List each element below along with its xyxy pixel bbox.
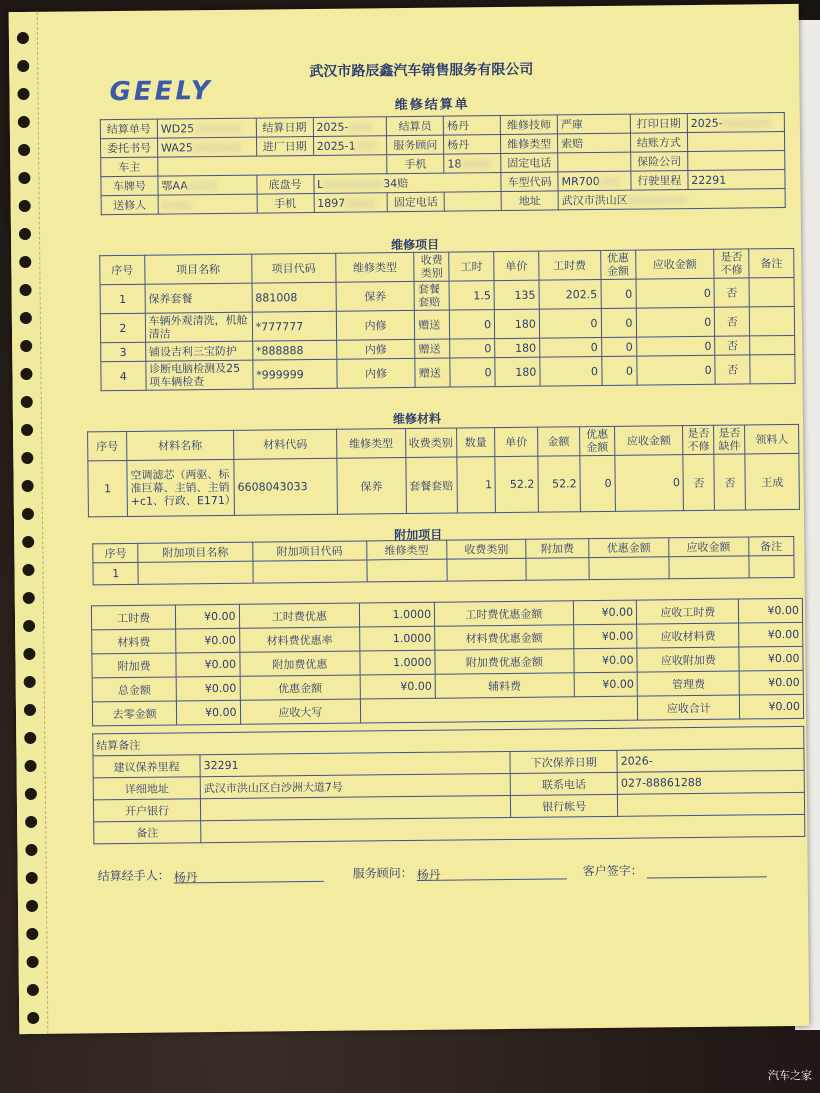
cell: 0 [539, 337, 601, 357]
total-label: 应收附加费 [637, 647, 740, 672]
sxr-value [158, 194, 257, 214]
col-header: 备注 [748, 536, 794, 555]
total-value: ¥0.00 [739, 622, 803, 647]
total-value: ¥0.00 [176, 676, 240, 701]
cell: 2 [100, 313, 145, 342]
cell: 0 [615, 455, 684, 512]
col-header: 金额 [537, 427, 580, 456]
wxjs-value: 严庫 [557, 114, 630, 134]
col-header: 是否不修 [683, 425, 714, 454]
feed-hole [27, 1012, 39, 1024]
feed-hole [22, 536, 34, 548]
cell [748, 555, 794, 577]
xxdz-label: 详细地址 [93, 777, 200, 800]
col-header: 是否缺件 [714, 425, 745, 454]
total-value: ¥0.00 [740, 670, 804, 695]
khqz-line [647, 862, 767, 878]
total-value: ¥0.00 [176, 604, 240, 629]
xcbyrq-label: 下次保养日期 [510, 750, 617, 773]
cell: 52.2 [495, 456, 538, 512]
cell: 180 [494, 309, 539, 338]
dph-value: L 34赔 [313, 173, 501, 194]
cell: 4 [101, 361, 146, 390]
feed-hole [20, 312, 32, 324]
col-header: 领料人 [745, 424, 799, 454]
cell: 0 [539, 308, 601, 338]
gddh-label: 固定电话 [501, 153, 558, 173]
feed-hole [23, 648, 35, 660]
cell: 0 [450, 310, 495, 339]
khqz-label: 客户签字： [582, 863, 643, 879]
total-label: 工时费优惠 [239, 603, 360, 628]
cell [749, 277, 794, 306]
total-value: 1.0000 [359, 602, 434, 627]
wxlx-value: 索赔 [558, 133, 631, 153]
col-header: 工时 [449, 252, 494, 281]
feed-hole [19, 228, 31, 240]
cz-value [158, 155, 387, 176]
cell: 否 [683, 454, 715, 510]
feed-hole [25, 844, 37, 856]
xxdz-value: 武汉市洪山区白沙洲大道7号 [200, 773, 510, 798]
cxdm-value: MR700 [558, 171, 631, 191]
table-row [88, 453, 800, 516]
lxdh-label: 联系电话 [510, 772, 617, 795]
feed-hole [23, 620, 35, 632]
cell: 保养套餐 [145, 283, 252, 313]
jybylc-label: 建议保养里程 [93, 755, 200, 778]
cell: 881008 [252, 282, 336, 312]
xslc-label: 行驶里程 [631, 171, 688, 191]
extra-items-title: 附加项目 [394, 527, 443, 543]
feed-hole [26, 872, 38, 884]
cell: 否 [715, 355, 750, 384]
feed-hole [22, 508, 34, 520]
sj-label: 手机 [387, 154, 444, 174]
jsdh-value: WD25 [157, 118, 256, 138]
cxdm-label: 车型代码 [501, 172, 558, 192]
cell: 内修 [336, 310, 415, 340]
feed-hole [21, 424, 33, 436]
cell: 0 [601, 356, 636, 385]
cell: 1.5 [449, 281, 494, 310]
jsrq-value: 2025- [313, 117, 387, 137]
cell: 1 [93, 562, 139, 584]
jcrq-label: 进厂日期 [256, 136, 313, 156]
xslc-value: 22291 [688, 170, 785, 190]
total-label: 材料费 [92, 629, 176, 654]
jybylc-value: 32291 [200, 751, 510, 776]
col-header: 序号 [93, 543, 139, 562]
col-header: 单价 [494, 251, 539, 280]
header-info-table [100, 112, 786, 215]
cell: 否 [715, 336, 750, 355]
feed-hole [18, 172, 30, 184]
total-value: ¥0.00 [574, 672, 638, 697]
cell [750, 335, 795, 354]
gddh2-label: 固定电话 [387, 192, 444, 212]
feed-hole [21, 396, 33, 408]
feed-hole [17, 60, 29, 72]
col-header: 项目代码 [251, 253, 335, 283]
col-header: 收费类别 [414, 252, 449, 281]
cell: 否 [714, 278, 749, 307]
total-label: 去零金额 [92, 701, 176, 726]
feed-hole [20, 340, 32, 352]
bxgs-label: 保险公司 [631, 152, 688, 172]
totals-table [91, 598, 804, 726]
cph-value: 鄂AA [158, 175, 257, 195]
cell: 180 [495, 357, 540, 386]
cell: 1 [456, 457, 495, 513]
cell: 1 [100, 284, 145, 313]
cell: 180 [495, 338, 540, 357]
cell: 套餐套赔 [414, 281, 449, 310]
cell: 6608043033 [234, 458, 338, 515]
feed-hole [21, 452, 33, 464]
cell: 202.5 [539, 279, 601, 309]
total-value: 1.0000 [360, 626, 435, 651]
cell: 0 [540, 356, 602, 386]
cell: 保养 [337, 458, 406, 515]
feed-hole [24, 732, 36, 744]
jsfs-value [687, 132, 784, 152]
cell [367, 559, 447, 582]
total-value: ¥0.00 [573, 624, 637, 649]
feed-hole [22, 564, 34, 576]
cell: 1 [88, 460, 127, 516]
total-value: ¥0.00 [739, 598, 803, 623]
cell: 赠送 [415, 339, 450, 358]
col-header: 单价 [495, 427, 538, 456]
xcbyrq-value: 2026- [617, 748, 804, 772]
total-label: 总金额 [92, 677, 176, 702]
cell: 52.2 [538, 456, 581, 512]
jcrq-value: 2025-1 [313, 136, 387, 156]
cell: 0 [601, 308, 636, 337]
feed-hole [26, 900, 38, 912]
fwgw-sig-label: 服务顾问： [352, 865, 413, 881]
total-label: 附加费 [92, 653, 176, 678]
total-value: ¥0.00 [360, 674, 435, 699]
col-header: 备注 [749, 248, 794, 277]
col-header: 工时费 [539, 250, 601, 280]
cell: 3 [101, 342, 146, 361]
wxjs-label: 维修技师 [500, 115, 557, 135]
jsjsr-value: 杨丹 [173, 870, 198, 885]
dyrq-label: 打印日期 [630, 114, 687, 134]
fwgw-value: 杨丹 [444, 135, 501, 155]
cell [138, 561, 252, 584]
sj2-value: 1897 [314, 193, 388, 213]
yhzh-value [618, 792, 805, 816]
cell: 赠送 [415, 310, 450, 339]
extra-items-table [92, 536, 794, 585]
remarks-table [92, 726, 805, 844]
cell: 否 [715, 307, 750, 336]
cell [750, 306, 795, 335]
cell: 135 [494, 280, 539, 309]
cell [750, 354, 795, 383]
document-title: 维修结算单 [394, 97, 470, 114]
cell: 0 [636, 355, 715, 385]
jsrq-label: 结算日期 [256, 117, 313, 137]
cell: 套餐套赔 [405, 457, 457, 514]
col-header: 应收金额 [614, 426, 683, 456]
sheet-content [49, 4, 800, 1034]
feed-hole [22, 480, 34, 492]
autohome-watermark: 汽车之家 [768, 1069, 812, 1082]
dph-suffix: 34赔 [383, 176, 409, 191]
materials-title: 维修材料 [392, 411, 442, 427]
col-header: 应收金额 [668, 537, 748, 557]
feed-hole [19, 256, 31, 268]
wxlx-label: 维修类型 [501, 134, 558, 154]
col-header: 收费类别 [405, 428, 456, 458]
cell: 内修 [336, 339, 415, 359]
cell: 铺设吉利三宝防护 [145, 341, 252, 361]
gddh2-value [444, 192, 501, 212]
cell [669, 556, 749, 579]
cell: 车辆外观清洗，机舱清洁 [145, 312, 252, 342]
total-value: ¥0.00 [739, 646, 803, 671]
cell: 0 [450, 339, 495, 358]
feed-hole [19, 200, 31, 212]
feed-hole [24, 676, 36, 688]
total-label: 管理费 [637, 671, 740, 696]
col-header: 优惠金额 [600, 250, 635, 279]
col-header: 优惠金额 [579, 426, 614, 455]
jsy-value: 杨丹 [443, 116, 500, 136]
cell: *888888 [252, 340, 336, 360]
col-header: 材料代码 [233, 429, 337, 459]
fwgw-label: 服务顾问 [387, 135, 444, 155]
uppercase-amount [360, 696, 637, 723]
repair-items-table [99, 248, 795, 391]
cell: 王成 [745, 453, 799, 510]
repair-items-title: 维修项目 [391, 237, 440, 253]
total-value: ¥0.00 [177, 700, 241, 725]
total-label: 工时费优惠金额 [434, 601, 573, 626]
khqz-signature [583, 860, 767, 879]
cz-label: 车主 [101, 157, 158, 177]
khyh-value [200, 795, 510, 820]
cell: 赠送 [415, 358, 450, 387]
col-header: 维修类型 [337, 429, 406, 459]
cell: 内修 [337, 358, 416, 388]
fwgw-sig-value: 杨丹 [416, 867, 441, 882]
table-row [101, 354, 795, 390]
geely-logo: GEELY [109, 76, 213, 108]
feed-hole [25, 816, 37, 828]
cell: 0 [636, 307, 715, 337]
total-label: 辅料费 [435, 673, 574, 698]
feed-hole [18, 116, 30, 128]
cell: 空调滤芯（两驱、标准巨幕、主销、主销+c1、行政、E171） [127, 459, 235, 516]
col-header: 数量 [456, 428, 495, 457]
feed-hole [25, 760, 37, 772]
cell: 否 [714, 454, 746, 510]
cell [589, 557, 669, 580]
materials-table [87, 424, 800, 517]
total-label: 附加费优惠金额 [435, 649, 574, 674]
total-label: 材料费优惠金额 [435, 625, 574, 650]
feed-hole [17, 32, 29, 44]
total-label: 附加费优惠 [240, 651, 361, 676]
wtsh-value: WA25 [157, 137, 256, 157]
sj2-label: 手机 [257, 193, 314, 213]
col-header: 维修类型 [367, 540, 447, 560]
company-name: 武汉市路辰鑫汽车销售服务有限公司 [309, 61, 534, 81]
sj-value: 18 [444, 154, 501, 174]
cell: 0 [580, 455, 616, 511]
col-header: 序号 [100, 255, 145, 284]
jsjsr-line [174, 867, 324, 884]
total-label: 工时费 [91, 605, 175, 630]
bxgs-value [687, 151, 784, 171]
total-label: 应收大写 [240, 699, 361, 724]
cell: 0 [636, 278, 715, 308]
col-header: 材料名称 [126, 430, 233, 460]
cell: *999999 [253, 359, 337, 389]
cell [447, 558, 527, 581]
jsjsr-label: 结算经手人： [97, 868, 170, 884]
jsdh-label: 结算单号 [100, 119, 157, 139]
total-label: 材料费优惠率 [239, 627, 360, 652]
cell [253, 560, 367, 583]
jsjsr-signature [98, 865, 324, 884]
col-header: 维修类型 [335, 252, 414, 282]
jsy-label: 结算员 [387, 116, 444, 136]
wtsh-label: 委托书号 [101, 138, 158, 158]
dz-label: 地址 [501, 191, 558, 211]
cell: 0 [636, 336, 715, 356]
cell: 0 [601, 337, 636, 356]
feed-hole [18, 144, 30, 156]
cell: 0 [450, 358, 495, 387]
remarks-title: 结算备注 [93, 726, 804, 755]
feed-hole [27, 956, 39, 968]
col-header: 是否不修 [714, 249, 749, 278]
dyrq-value: 2025- [687, 113, 784, 133]
cell: 0 [601, 279, 636, 308]
col-header: 优惠金额 [589, 538, 669, 558]
col-header: 收费类别 [446, 539, 526, 559]
dz-value: 武汉市洪山区 [558, 189, 785, 210]
total-value: ¥0.00 [176, 652, 240, 677]
yhzh-label: 银行帐号 [511, 794, 618, 817]
total-label: 优惠金额 [240, 675, 361, 700]
sxr-label: 送修人 [101, 195, 158, 215]
col-header: 附加项目代码 [252, 541, 366, 561]
total-value: ¥0.00 [574, 648, 638, 673]
col-header: 项目名称 [144, 254, 251, 284]
feed-hole [20, 368, 32, 380]
fwgw-signature [353, 862, 567, 881]
gddh-value [558, 152, 631, 172]
col-header: 附加项目名称 [138, 542, 252, 562]
cph-label: 车牌号 [101, 176, 158, 196]
total-value: ¥0.00 [176, 628, 240, 653]
total-label: 应收材料费 [637, 623, 740, 648]
total-label: 应收工时费 [637, 599, 740, 624]
dph-label: 底盘号 [256, 174, 313, 194]
cell: 诊断电脑检测及25项车辆检查 [146, 360, 253, 390]
cell [526, 558, 589, 581]
repair-invoice-sheet [9, 4, 810, 1034]
feed-hole [23, 592, 35, 604]
cell: *777777 [252, 311, 336, 341]
lxdh-value: 027-88861288 [617, 770, 804, 794]
feed-hole [24, 704, 36, 716]
feed-hole [25, 788, 37, 800]
total-value: ¥0.00 [573, 600, 637, 625]
col-header: 应收金额 [635, 249, 714, 279]
jsfs-label: 结账方式 [630, 133, 687, 153]
total-label: 应收合计 [638, 695, 741, 720]
feed-hole [26, 928, 38, 940]
fwgw-line [417, 864, 567, 881]
feed-hole [17, 88, 29, 100]
bz-label: 备注 [94, 821, 201, 844]
cell: 保养 [336, 281, 415, 311]
total-value: 1.0000 [360, 650, 435, 675]
feed-hole [27, 984, 39, 996]
col-header: 序号 [88, 431, 127, 460]
feed-hole [20, 284, 32, 296]
col-header: 附加费 [526, 539, 589, 559]
total-value: ¥0.00 [740, 694, 804, 719]
khyh-label: 开户银行 [93, 799, 200, 822]
